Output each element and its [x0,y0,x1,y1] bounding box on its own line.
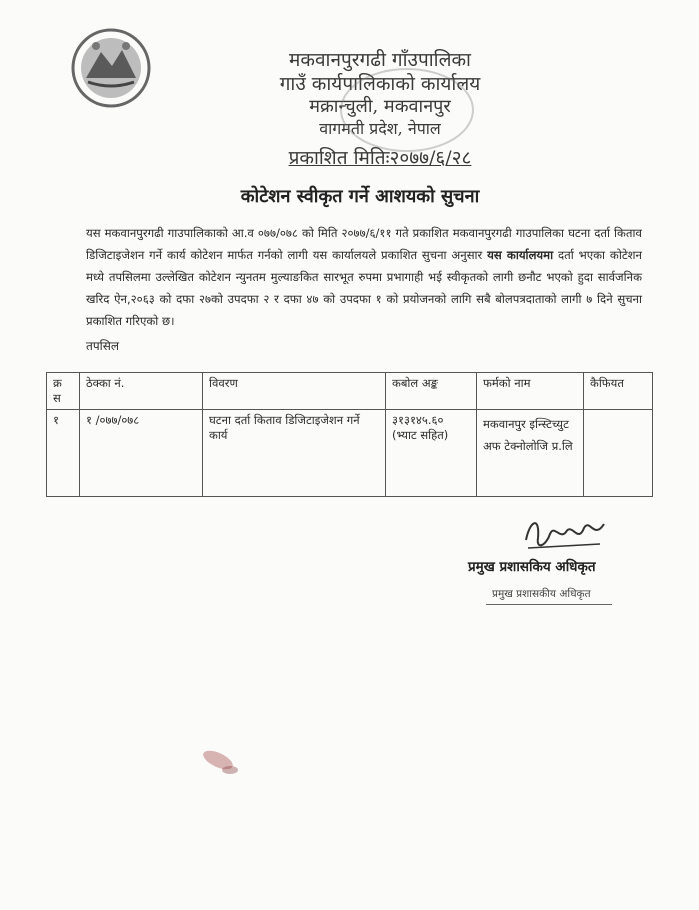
quotation-table [46,372,653,497]
nepal-emblem-icon [66,26,156,110]
table-row [47,410,653,497]
cell-sn: १ [47,410,80,497]
notice-body-part1: यस मकवानपुरगढी गाउपालिकाको आ.व ०७७/०७८ को मिति २०७७/६/११ गते प्रकाशित मकवानपुरगढी गाउपालिका घटना दर्ता किताव डिजिटाइजेशन गर्ने कार्य कोटेशन मार्फत गर्नको लागी यस कार्यालयले प्रकाशित सुचना अनुसार [86,226,642,262]
signature-title: प्रमुख प्रशासकिय अधिकृत [468,559,596,575]
col-header-remarks: कैफियत [584,373,653,410]
col-header-sn: क्र स [47,373,80,410]
notice-title: कोटेशन स्वीकृत गर्ने आशयको सुचना [240,186,480,207]
notice-body-part2: दर्ता भएका कोटेशन मध्ये तपसिलमा उल्लेखित कोटेशन न्युनतम मुल्याङकित सारभूत रुपमा प्रभागाही भई स्वीकृतको लागी छनौट भएको हुदा सार्वजनिक खरिद ऐन,२०६३ को दफा २७को उपदफा २ र दफा ४७ को उपदफा १ को प्रयोजनको लागि सबै बोलपत्रदाताको लागी ७ दिने सुचना प्रकाशित गरिएको छ। [86,248,643,328]
notice-body [86,222,642,332]
cell-amount [386,410,477,497]
amount-value: ३१३१४५.६० [392,413,444,427]
ink-smudge [196,744,246,780]
office-province: वागमती प्रदेश, नेपाल [319,119,441,138]
notice-body-bold: यस कार्यालयमा [487,248,554,262]
office-name: मकवानपुरगढी गाँउपालिका [289,49,471,71]
tapsil-label: तपसिल [86,339,120,353]
cell-contract-no: १ /०७७/०७८ [80,410,203,497]
signature-icon [520,510,610,556]
signature-underline [486,604,612,605]
signature-stamp-text: प्रमुख प्रशासकीय अधिकृत [492,588,591,600]
col-header-firm: फर्मको नाम [477,373,584,410]
col-header-description: विवरण [203,373,386,410]
office-stamp-icon [340,68,474,152]
cell-description: घटना दर्ता किताव डिजिटाइजेशन गर्ने कार्य [203,410,386,497]
office-subtitle: गाउँ कार्यपालिकाको कार्यालय [279,73,481,95]
office-address: मक्रान्चुली, मकवानपुर [309,96,451,117]
cell-remarks [584,410,653,497]
col-header-amount: कबोल अङ्क [386,373,477,410]
cell-firm: मकवानपुर इन्स्टिच्युट अफ टेक्नोलोजि प्र.लि [477,410,584,497]
col-header-contract-no: ठेक्का नं. [80,373,203,410]
published-date: प्रकाशित मितिः२०७७/६/२८ [288,147,472,169]
table-header-row [47,373,653,410]
amount-note: (भ्याट सहित) [392,428,449,442]
